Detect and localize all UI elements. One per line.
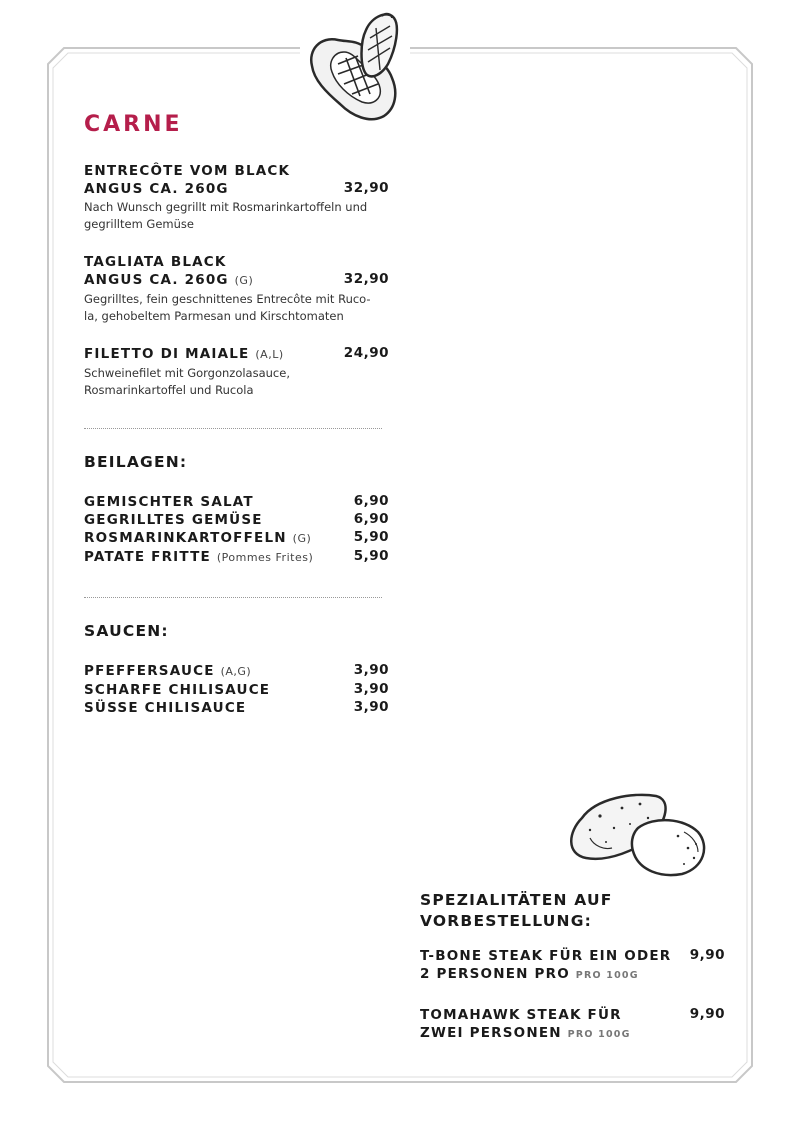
item-name-line2: ANGUS CA. 260G [84,272,229,288]
item-name-line1: TAGLIATA BLACK [84,254,227,270]
menu-item-tagliata [84,253,389,324]
item-name: GEGRILLTES GEMÜSE [84,512,263,528]
item-price: 5,90 [353,548,389,564]
item-name-row [84,180,389,198]
item-name: PFEFFERSAUCE [84,663,215,679]
item-description-line1: Gegrilltes, fein geschnittenes Entrecôte mit Ruco- [84,292,371,306]
item-name-row [84,345,389,364]
list-item [84,511,389,529]
item-price: 32,90 [343,180,389,196]
section-title-beilagen: BEILAGEN: [84,453,188,471]
item-name: GEMISCHTER SALAT [84,494,254,510]
item-name-line1: ENTRECÔTE VOM BLACK [84,163,291,179]
item-price: 32,90 [343,271,389,287]
list-item [84,681,389,699]
menu-item-filetto [84,345,389,398]
item-unit: PRO 100G [575,970,639,981]
list-item [84,493,389,511]
item-price: 9,90 [689,1006,725,1022]
specials-title-line1: SPEZIALITÄTEN AUF [420,891,613,909]
item-price: 3,90 [353,699,389,715]
item-price: 3,90 [353,681,389,697]
item-description-line2: Rosmarinkartoffel und Rucola [84,382,254,397]
section-title-saucen: SAUCEN: [84,622,169,640]
item-price: 6,90 [353,511,389,527]
item-price: 6,90 [353,493,389,509]
item-description [84,365,389,398]
item-name-line2: ANGUS CA. 260G [84,181,229,197]
item-description-line2: gegrilltem Gemüse [84,216,194,231]
saucen-list [84,662,389,717]
item-name-row [84,271,389,290]
item-name-line2: ZWEI PERSONEN [420,1025,562,1041]
steak-icon [300,8,410,126]
item-allergen: (G) [234,274,254,287]
item-name: SCHARFE CHILISAUCE [84,682,271,698]
item-name-row [420,947,725,965]
special-item-tbone [420,947,725,985]
item-name: PATATE FRITTE [84,549,211,565]
item-price: 5,90 [353,529,389,545]
item-description [84,199,389,232]
item-allergen: (A,L) [255,348,284,361]
beilagen-list [84,493,389,567]
item-name-line1: T-BONE STEAK FÜR EIN ODER [420,948,672,964]
item-name-line2: 2 PERSONEN PRO [420,966,570,982]
specials-title [420,890,613,932]
section-title-carne: CARNE [84,112,183,137]
item-description-line1: Nach Wunsch gegrillt mit Rosmarinkartoffeln und [84,200,368,214]
list-item [84,548,389,567]
dotted-divider [84,428,382,429]
item-name-row [420,1006,725,1024]
list-item [84,529,389,548]
special-item-tomahawk [420,1006,725,1044]
item-price: 24,90 [343,345,389,361]
item-unit: PRO 100G [567,1029,631,1040]
item-description-line2: la, gehobeltem Parmesan und Kirschtomaten [84,308,344,323]
item-price: 3,90 [353,662,389,678]
item-name: FILETTO DI MAIALE [84,346,250,362]
item-name: SÜSSE CHILISAUCE [84,700,247,716]
menu-item-entrecote [84,162,389,232]
specials-title-line2: VORBESTELLUNG: [420,912,593,930]
item-description [84,291,389,324]
item-name: ROSMARINKARTOFFELN [84,530,287,546]
item-description-line1: Schweinefilet mit Gorgonzolasauce, [84,366,290,380]
item-name-line1: TOMAHAWK STEAK FÜR [420,1007,622,1023]
list-item [84,699,389,717]
list-item [84,662,389,681]
item-allergen: (A,G) [220,665,252,678]
dotted-divider [84,597,382,598]
item-price: 9,90 [689,947,725,963]
potatoes-icon [560,788,710,878]
item-allergen: (G) [292,532,312,545]
item-note: (Pommes Frites) [216,551,314,564]
